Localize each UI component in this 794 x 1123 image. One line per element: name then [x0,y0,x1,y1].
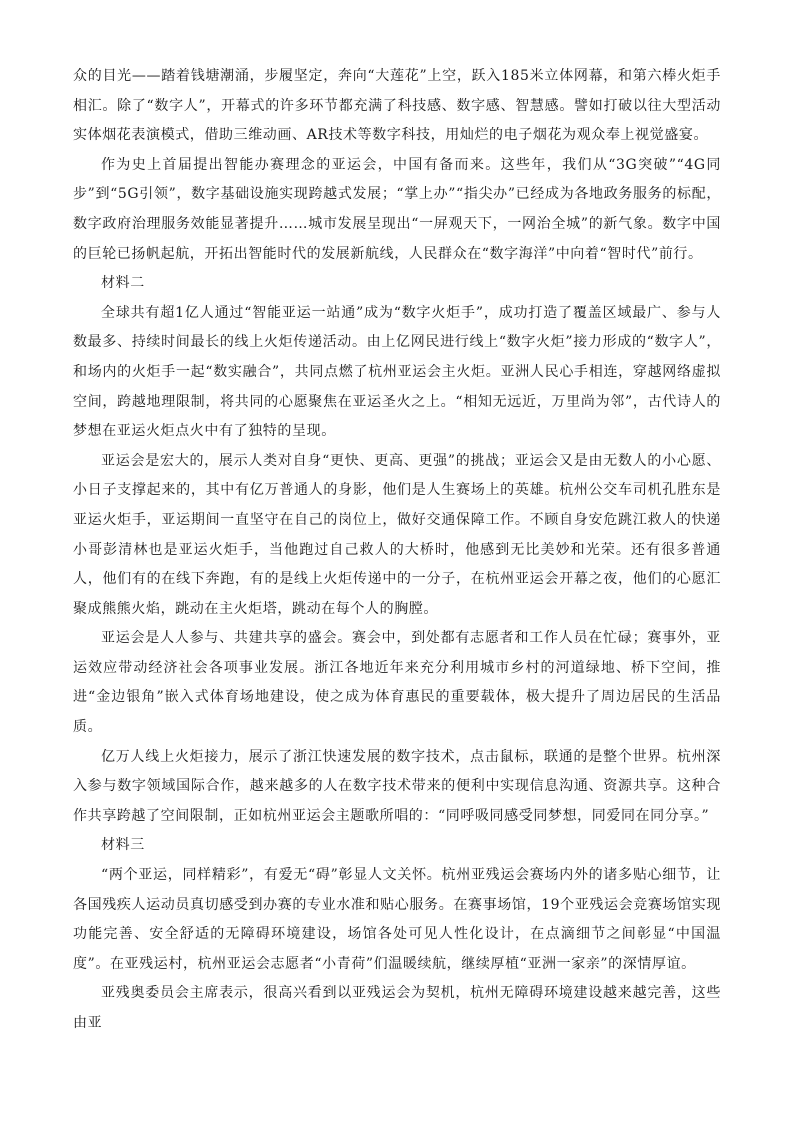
paragraph: 亚运会是宏大的，展示人类对自身“更快、更高、更强”的挑战；亚运会又是由无数人的小心愿、小日子支撑起来的，其中有亿万普通人的身影，他们是人生赛场上的英雄。杭州公交车司机孔胜东是亚运火炬手，亚运期间一直坚守在自己的岗位上，做好交通保障工作。不顾自身安危跳江救人的快递小哥彭清林也是亚运火炬手，当他跑过自己救人的大桥时，他感到无比美妙和光荣。还有很多普通人，他们有的在线下奔跑，有的是线上火炬传递中的一分子，在杭州亚运会开幕之夜，他们的心愿汇聚成熊熊火焰，跳动在主火炬塔，跳动在每个人的胸膛。 [73,452,721,617]
paragraph: 亚残奥委员会主席表示，很高兴看到以亚残运会为契机，杭州无障碍环境建设越来越完善，这些由亚 [73,985,721,1031]
section-heading-material-3: 材料三 [101,837,145,854]
paragraph: 全球共有超1亿人通过“智能亚运一站通”成为“数字火炬手”，成功打造了覆盖区域最广、参与人数最多、持续时间最长的线上火炬传递活动。由上亿网民进行线上“数字火炬”接力形成的“数字人”，和场内的火炬手一起“数实融合”，共同点燃了杭州亚运会主火炬。亚洲人民心手相连，穿越网络虚拟空间，跨越地理限制，将共同的心愿聚焦在亚运圣火之上。“相知无远近，万里尚为邻”，古代诗人的梦想在亚运火炬点火中有了独特的呈现。 [73,304,721,440]
paragraph: 亿万人线上火炬接力，展示了浙江快速发展的数字技术，点击鼠标，联通的是整个世界。杭州深入参与数字领域国际合作，越来越多的人在数字技术带来的便利中实现信息沟通、资源共享。这种合作共享跨越了空间限制，正如杭州亚运会主题歌所唱的：“同呼吸同感受同梦想，同爱同在同分享。” [73,748,721,824]
section-heading-material-2: 材料二 [101,275,145,292]
paragraph: 作为史上首届提出智能办赛理念的亚运会，中国有备而来。这些年，我们从“3G突破”“4G同步”到“5G引领”，数字基础设施实现跨越式发展；“掌上办”“指尖办”已经成为各地政务服务的标配，数字政府治理服务效能显著提升……城市发展呈现出“一屏观天下，一网治全城”的新气象。数字中国的巨轮已扬帆起航，开拓出智能时代的发展新航线，人民群众在“数字海洋”中向着“智时代”前行。 [73,156,721,262]
document-body [73,62,721,1039]
paragraph-continued: 众的目光——踏着钱塘潮涌，步履坚定，奔向“大莲花”上空，跃入185米立体网幕，和第六棒火炬手相汇。除了“数字人”，开幕式的许多环节都充满了科技感、数字感、智慧感。譬如打破以往大型活动实体烟花表演模式，借助三维动画、AR技术等数字科技，用灿烂的电子烟花为观众奉上视觉盛宴。 [73,68,721,144]
paragraph: “两个亚运，同样精彩”，有爱无“碍”彰显人文关怀。杭州亚残运会赛场内外的诸多贴心细节，让各国残疾人运动员真切感受到办赛的专业水准和贴心服务。在赛事场馆，19个亚残运会竞赛场馆实现功能完善、安全舒适的无障碍环境建设，场馆各处可见人性化设计，在点滴细节之间彰显“中国温度”。在亚残运村，杭州亚运会志愿者“小青荷”们温暖续航，继续厚植“亚洲一家亲”的深情厚谊。 [73,867,721,972]
paragraph: 亚运会是人人参与、共建共享的盛会。赛会中，到处都有志愿者和工作人员在忙碌；赛事外，亚运效应带动经济社会各项事业发展。浙江各地近年来充分利用城市乡村的河道绿地、桥下空间，推进“金边银角”嵌入式体育场地建设，使之成为体育惠民的重要载体，极大提升了周边居民的生活品质。 [73,630,721,736]
